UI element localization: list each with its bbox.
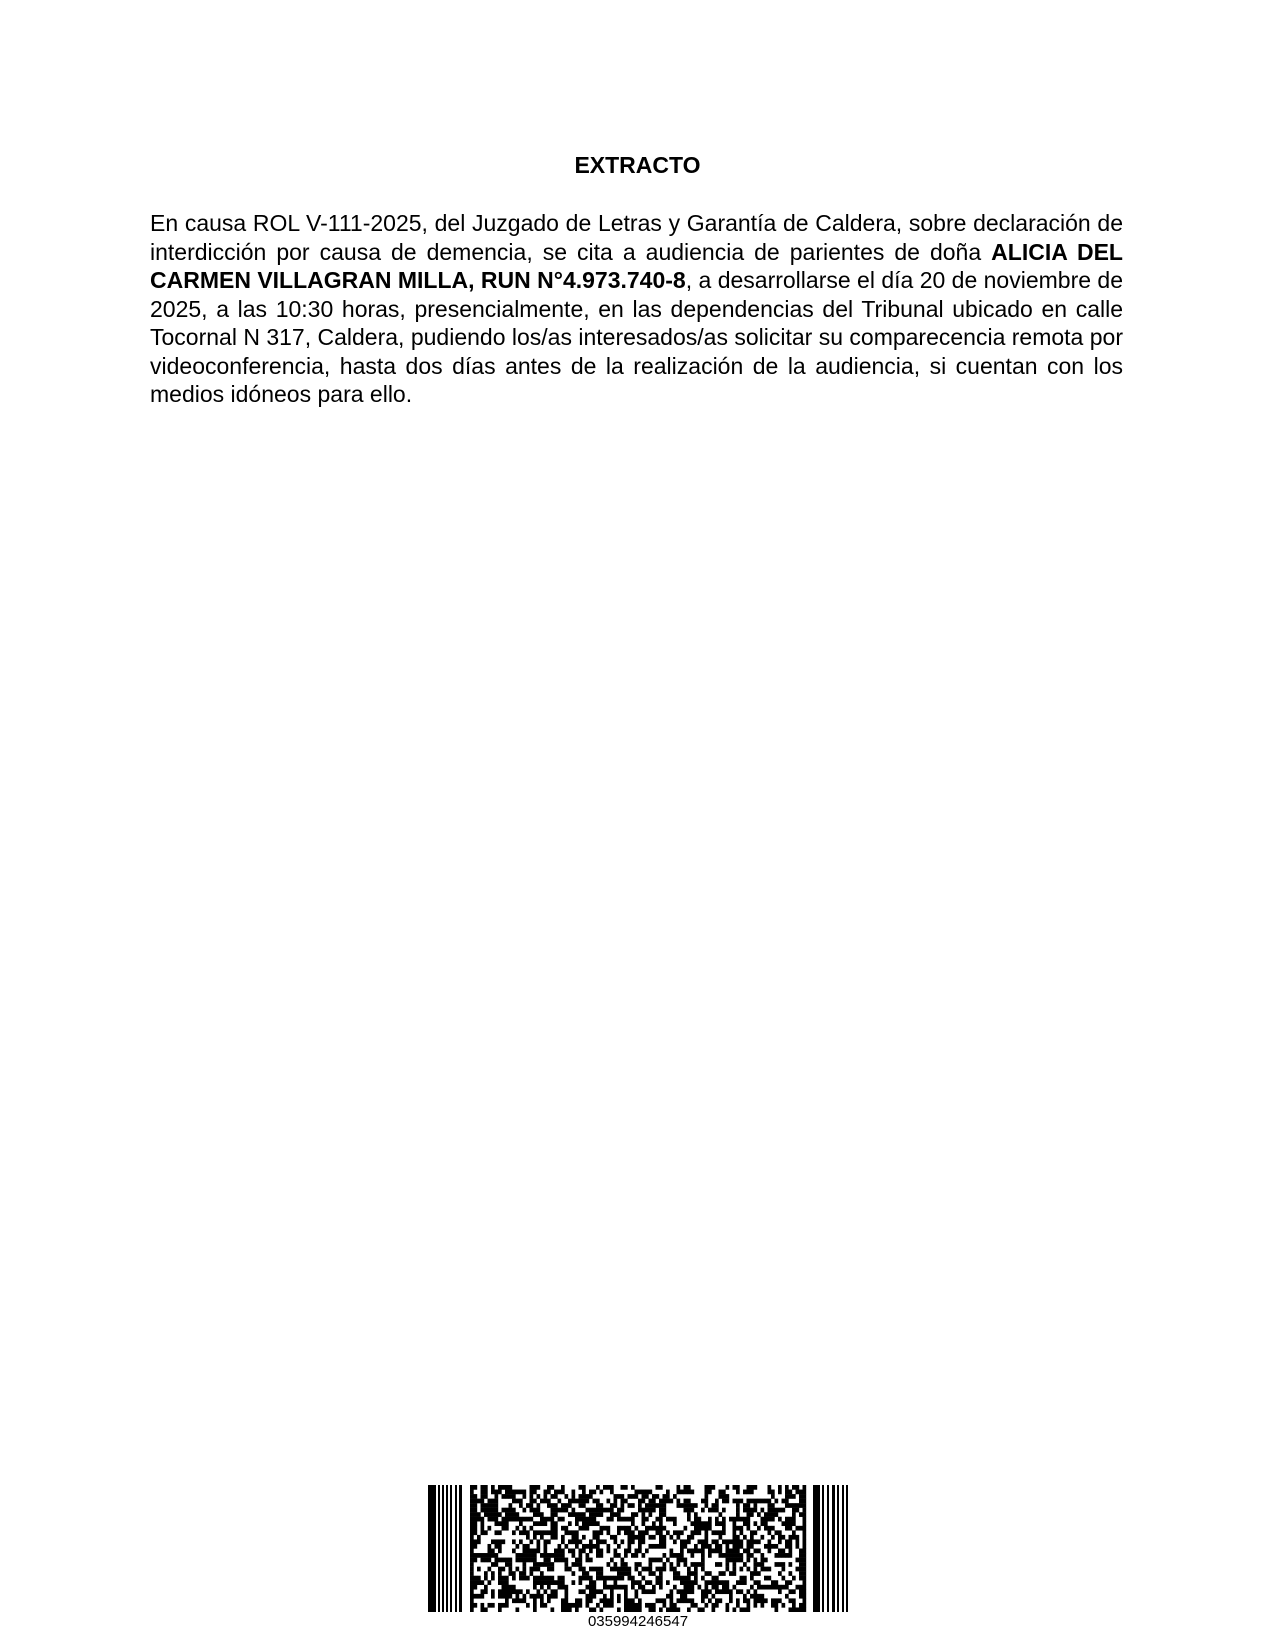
pdf417-barcode: [428, 1485, 848, 1612]
barcode-number: 035994246547: [587, 1613, 689, 1630]
paragraph-bold-name: ALICIA DEL CARMEN VILLAGRAN MILLA, RUN N°4.973.740-8: [150, 238, 1123, 293]
extract-paragraph: [150, 209, 1123, 409]
paragraph-intro-text: En causa ROL V-111-2025, del Juzgado de Letras y Garantía de Caldera, sobre declaración de interdicción por causa de demencia, se cita a audiencia de parientes de doña: [150, 210, 1123, 265]
paragraph-rest-text: , a desarrollarse el día 20 de noviembre de 2025, a las 10:30 horas, presencialmente, en las dependencias del Tribunal ubicado en calle Tocornal N 317, Caldera, pudiendo los/as interesados/as solicitar su comparecencia remota por videoconferencia, hasta dos días antes de la realización de la audiencia, si cuentan con los medios idóneos para ello.: [150, 267, 1124, 407]
document-title: EXTRACTO: [574, 152, 701, 178]
